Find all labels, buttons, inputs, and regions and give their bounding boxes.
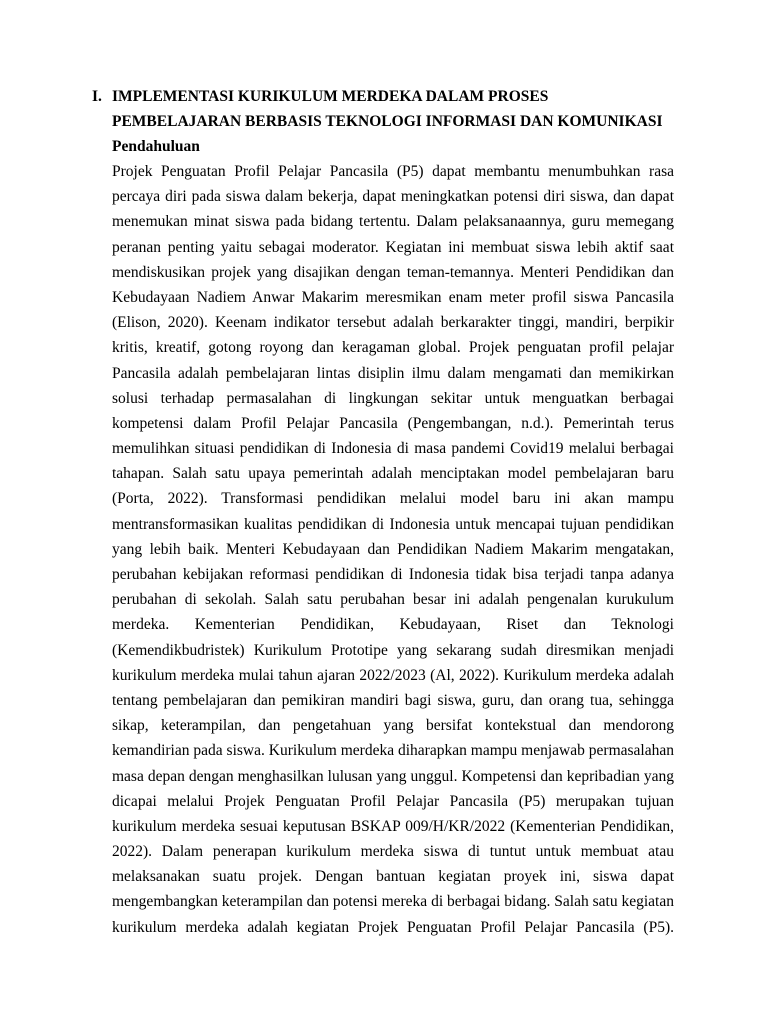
paragraph-line: kurikulum merdeka adalah kegiatan Projek Penguatan Profil Pelajar Pancasila (P5). (112, 918, 674, 936)
paragraph-line: perubahan kebijakan reformasi pendidikan di Indonesia tidak bisa terjadi tanpa adanya (112, 566, 674, 583)
paragraph-line: kurikulum merdeka sesuai keputusan BSKAP 009/H/KR/2022 (Kementerian Pendidikan, (112, 817, 674, 835)
paragraph-line: merdeka. Kementerian Pendidikan, Kebudayaan, Riset dan Teknologi (112, 616, 674, 634)
paragraph-line: dicapai melalui Projek Penguatan Profil Pelajar Pancasila (P5) merupakan tujuan (112, 792, 674, 810)
section-number: I. (92, 88, 102, 105)
body-paragraph (112, 159, 674, 940)
paragraph-line: kurikulum merdeka mulai tahun ajaran 2022/2023 (Al, 2022). Kurikulum merdeka adalah (112, 666, 674, 684)
paragraph-line: melaksanakan suatu projek. Dengan bantuan kegiatan proyek ini, siswa dapat (112, 868, 674, 886)
section-title-line: PEMBELAJARAN BERBASIS TEKNOLOGI INFORMASI DAN KOMUNIKASI (112, 113, 663, 130)
paragraph-line: kemandirian pada siswa. Kurikulum merdeka diharapkan mampu menjawab permasalahan (112, 742, 674, 760)
paragraph-line: mendiskusikan projek yang disajikan dengan teman-temannya. Menteri Pendidikan dan (112, 263, 674, 281)
paragraph-line: Pancasila adalah pembelajaran lintas disiplin ilmu dalam mengamati dan memikirkan (112, 364, 674, 382)
section-title (112, 84, 682, 134)
paragraph-line: Kebudayaan Nadiem Anwar Makarim meresmikan enam meter profil siswa Pancasila (112, 288, 674, 306)
paragraph-line: peranan penting yaitu sebagai moderator. Kegiatan ini membuat siswa lebih aktif saat (112, 238, 674, 256)
paragraph-line: Projek Penguatan Profil Pelajar Pancasila (P5) dapat membantu menumbuhkan rasa (112, 163, 674, 180)
paragraph-line: perubahan di sekolah. Salah satu perubahan besar ini adalah pengenalan kurukulum (112, 591, 674, 609)
paragraph-line: masa depan dengan menghasilkan lulusan yang unggul. Kompetensi dan kepribadian yang (112, 767, 674, 785)
paragraph-line: kompetensi dalam Profil Pelajar Pancasila (Pengembangan, n.d.). Pemerintah terus (112, 414, 674, 432)
paragraph-line: kritis, kreatif, gotong royong dan keragaman global. Projek penguatan profil pelajar (112, 339, 674, 357)
paragraph-line: memulihkan situasi pendidikan di Indonesia di masa pandemi Covid19 melalui berbagai (112, 440, 674, 458)
section-heading (92, 84, 682, 134)
paragraph-line: mengembangkan keterampilan dan potensi mereka di berbagai bidang. Salah satu kegiatan (112, 893, 674, 911)
paragraph-line: (Porta, 2022). Transformasi pendidikan melalui model baru ini akan mampu (112, 490, 674, 508)
paragraph-line: yang lebih baik. Menteri Kebudayaan dan Pendidikan Nadiem Makarim mengatakan, (112, 540, 674, 558)
paragraph-line: (Kemendikbudristek) Kurikulum Prototipe yang sekarang sudah diresmikan menjadi (112, 641, 674, 659)
section-title-line: IMPLEMENTASI KURIKULUM MERDEKA DALAM PROSES (112, 88, 549, 105)
paragraph-line: tahapan. Salah satu upaya pemerintah adalah menciptakan model pembelajaran baru (112, 465, 674, 483)
paragraph-line: 2022). Dalam penerapan kurikulum merdeka siswa di tuntut untuk membuat atau (112, 843, 674, 861)
paragraph-line: sikap, keterampilan, dan pengetahuan yang bersifat kontekstual dan mendorong (112, 717, 674, 735)
paragraph-line: menemukan minat siswa pada bidang tertentu. Dalam pelaksanaannya, guru memegang (112, 213, 674, 231)
paragraph-line: tentang pembelajaran dan pemikiran mandiri bagi siswa, guru, dan orang tua, sehingga (112, 691, 674, 709)
subheading-pendahuluan: Pendahuluan (112, 138, 200, 155)
paragraph-line: (Elison, 2020). Keenam indikator tersebut adalah berkarakter tinggi, mandiri, berpikir (112, 314, 674, 332)
paragraph-line: mentransformasikan kualitas pendidikan di Indonesia untuk mencapai tujuan pendidikan (112, 515, 674, 533)
paragraph-line: percaya diri pada siswa dalam bekerja, dapat meningkatkan potensi diri siswa, dan dapat (112, 188, 674, 206)
paragraph-line: solusi terhadap permasalahan di lingkungan sekitar untuk menguatkan berbagai (112, 389, 674, 407)
